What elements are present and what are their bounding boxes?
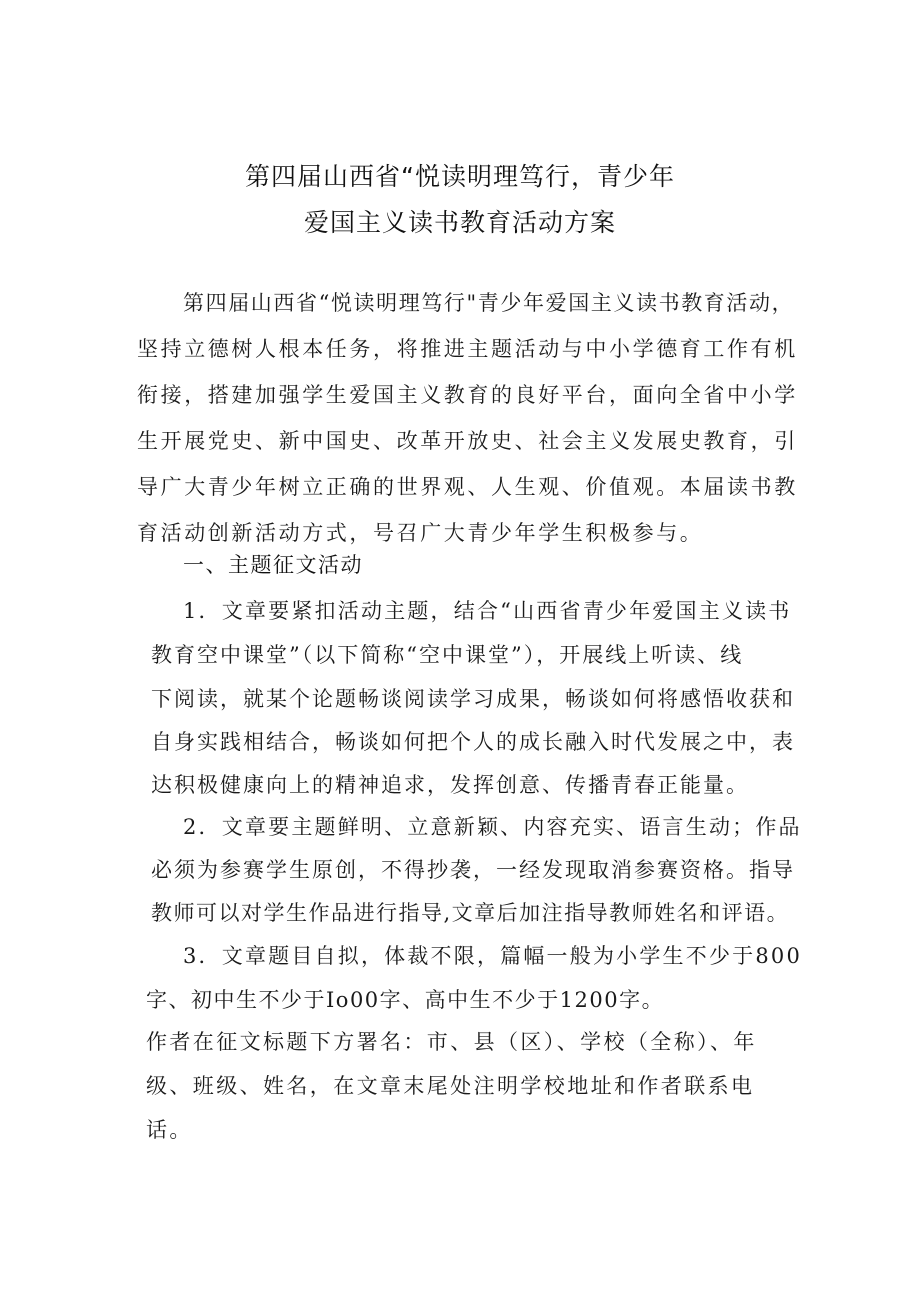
item-3-line-1: 3．文章题目自拟，体裁不限，篇幅一般为小学生不少于800 [183, 944, 803, 968]
intro-line-1: 第四届山西省“悦读明理笃行"青少年爱国主义读书教育活动， [183, 291, 795, 315]
item-2-line-3: 教师可以对学生作品进行指导,文章后加注指导教师姓名和评语。 [151, 901, 790, 925]
item-1-line-1: 1．文章要紧扣活动主题，结合“山西省青少年爱国主义读书 [183, 599, 792, 623]
document-title-line-2: 爱国主义读书教育活动方案 [303, 208, 616, 237]
item-3-line-2: 字、初中生不少于Io00字、高中生不少于1200字。 [146, 988, 665, 1012]
document-title-line-1: 第四届山西省“悦读明理笃行，青少年 [245, 162, 675, 191]
item-1-line-4: 自身实践相结合，畅谈如何把个人的成长融入时代发展之中，表 [151, 730, 795, 754]
item-1-line-2: 教育空中课堂”（以下简称“空中课堂”），开展线上听读、线 [151, 643, 744, 667]
item-1-line-5: 达积极健康向上的精神追求，发挥创意、传播青春正能量。 [151, 773, 749, 797]
item-1-line-3: 下阅读，就某个论题畅谈阅读学习成果，畅谈如何将感悟收获和 [151, 687, 795, 711]
item-2-line-1: 2．文章要主题鲜明、立意新颖、内容充实、语言生动；作品 [183, 815, 802, 839]
author-note-line-3: 话。 [146, 1118, 193, 1142]
author-note-line-1: 作者在征文标题下方署名：市、县（区）、学校（全称）、年 [146, 1030, 757, 1054]
intro-line-6: 育活动创新活动方式，号召广大青少年学生积极参与。 [137, 521, 704, 545]
intro-line-4: 生开展党史、新中国史、改革开放史、社会主义发展史教育，引 [137, 429, 798, 453]
intro-line-5: 导广大青少年树立正确的世界观、人生观、价值观。本届读书教 [137, 475, 798, 499]
author-note-line-2: 级、班级、姓名，在文章末尾处注明学校地址和作者联系电 [146, 1074, 755, 1098]
intro-line-3: 衔接，搭建加强学生爱国主义教育的良好平台，面向全省中小学 [137, 383, 798, 407]
item-2-line-2: 必须为参赛学生原创，不得抄袭，一经发现取消参赛资格。指导 [151, 858, 795, 882]
intro-line-2: 坚持立德树人根本任务，将推进主题活动与中小学德育工作有机 [137, 337, 798, 361]
section-1-heading: 一、主题征文活动 [183, 553, 363, 577]
